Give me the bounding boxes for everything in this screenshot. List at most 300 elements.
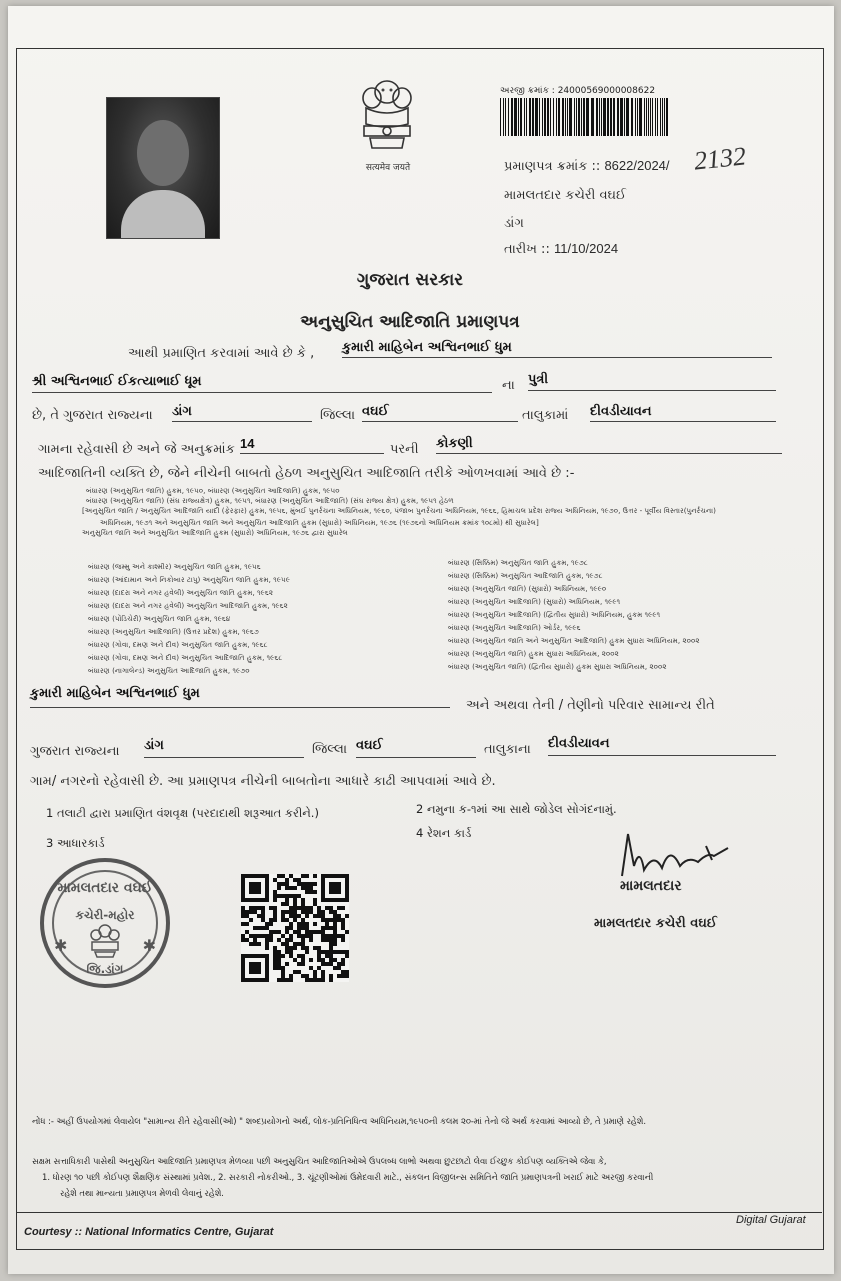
qr-cell bbox=[321, 926, 325, 930]
qr-cell bbox=[321, 934, 325, 938]
order-left-item: બંધારણ (પોંડિચેરી) અનુસુચિત જાતિ હુકમ, ૧૯૬૪ bbox=[88, 614, 231, 623]
qr-cell bbox=[281, 934, 285, 938]
qr-cell bbox=[241, 922, 245, 926]
document-item: 4 રેશન કાર્ડ bbox=[416, 826, 472, 840]
order-line: [અનુસુચિત જાતિ / અનુસુચિત આદિજાતિ યાદી (ફેરફાર) હુકમ, ૧૯૫૬, મુંબઈ પુનર્રચના અધિનિયમ, ૧૯૬૦, પંજાબ પુનર્રચના અધિનિયમ, ૧૯૬૬, હિમાચલ પ્રદેશ રાજ્ય અધિનિયમ, ૧૯૭૦, ઉત્તર - પૂર્વીય વિસ્તાર(પુનર્રચના) bbox=[82, 506, 716, 515]
certificate-number: 8622/2024/ bbox=[604, 158, 670, 173]
qr-cell bbox=[301, 910, 305, 914]
certificate-title: અનુસુચિત આદિજાતિ પ્રમાણપત્ર bbox=[300, 312, 520, 332]
qr-cell bbox=[297, 914, 301, 918]
order-left-item: બંધારણ (ગોવા, દમણ અને દીવ) અનુસુચિત આદિજાતિ હુકમ, ૧૯૬૮ bbox=[88, 653, 283, 662]
relation-value: પુત્રી bbox=[528, 372, 776, 391]
certificate-number-label: પ્રમાણપત્ર ક્રમાંક :: bbox=[504, 159, 601, 174]
qr-cell bbox=[301, 958, 305, 962]
qr-cell bbox=[301, 926, 305, 930]
qr-cell bbox=[313, 890, 317, 894]
order-right-item: બંધારણ (અનુસુચિત જાતિ અને અનુસુચિત આદિજાતિ) હુકમ સુધારા અધિનિયમ, ૨૦૦૨ bbox=[448, 636, 700, 645]
qr-cell bbox=[309, 938, 313, 942]
barcode-bar bbox=[553, 98, 554, 136]
qr-cell bbox=[289, 938, 293, 942]
qr-cell bbox=[333, 910, 337, 914]
qr-cell bbox=[273, 954, 277, 958]
qr-cell bbox=[281, 902, 285, 906]
barcode-bar bbox=[635, 98, 636, 136]
qr-cell bbox=[325, 954, 329, 958]
qr-cell bbox=[305, 882, 309, 886]
qr-cell bbox=[309, 906, 313, 910]
qr-cell bbox=[325, 918, 329, 922]
qr-cell bbox=[325, 922, 329, 926]
qr-cell bbox=[257, 914, 261, 918]
qr-cell bbox=[305, 914, 309, 918]
qr-cell bbox=[337, 918, 341, 922]
qr-cell bbox=[285, 950, 289, 954]
qr-cell bbox=[285, 942, 289, 946]
qr-cell bbox=[277, 938, 281, 942]
qr-cell bbox=[329, 950, 333, 954]
qr-cell bbox=[345, 914, 349, 918]
barcode-bar bbox=[646, 98, 647, 136]
qr-cell bbox=[253, 906, 257, 910]
barcode-bar bbox=[648, 98, 649, 136]
qr-cell bbox=[273, 918, 277, 922]
barcode-bar bbox=[520, 98, 522, 136]
date-row bbox=[504, 241, 618, 257]
application-number: અરજી ક્રમાંક : 24000569000008622 bbox=[500, 86, 656, 96]
qr-cell bbox=[297, 970, 301, 974]
barcode-bar bbox=[655, 98, 656, 136]
barcode-bar bbox=[599, 98, 600, 136]
qr-cell bbox=[273, 958, 277, 962]
barcode-bar bbox=[578, 98, 580, 136]
barcode-bar bbox=[583, 98, 585, 136]
qr-cell bbox=[285, 882, 289, 886]
qr-cell bbox=[297, 930, 301, 934]
barcode-bar bbox=[650, 98, 651, 136]
qr-cell bbox=[273, 898, 277, 902]
qr-cell bbox=[317, 966, 321, 970]
qr-cell bbox=[249, 882, 261, 894]
qr-cell bbox=[317, 906, 321, 910]
qr-cell bbox=[305, 934, 309, 938]
qr-cell bbox=[301, 906, 305, 910]
qr-cell bbox=[309, 934, 313, 938]
qr-cell bbox=[305, 926, 309, 930]
qr-cell bbox=[333, 930, 337, 934]
qr-cell bbox=[305, 950, 309, 954]
qr-cell bbox=[309, 930, 313, 934]
qr-cell bbox=[337, 974, 341, 978]
qr-cell bbox=[277, 874, 281, 878]
qr-cell bbox=[337, 950, 341, 954]
barcode-bar bbox=[514, 98, 517, 136]
qr-cell bbox=[265, 946, 269, 950]
order-right-item: બંધારણ (અનુસુચિત આદિજાતિ) ઓર્ડર, ૧૯૯૬ bbox=[448, 623, 581, 632]
qr-cell bbox=[313, 914, 317, 918]
qr-cell bbox=[277, 886, 281, 890]
village-value: દીવડીયાવન bbox=[590, 404, 776, 422]
qr-cell bbox=[329, 906, 333, 910]
government-title: ગુજરાત સરકાર bbox=[356, 270, 464, 290]
qr-cell bbox=[285, 918, 289, 922]
qr-cell bbox=[325, 934, 329, 938]
qr-cell bbox=[333, 934, 337, 938]
qr-cell bbox=[293, 894, 297, 898]
qr-cell bbox=[321, 938, 325, 942]
seal-star-icon: ✱ bbox=[142, 936, 156, 955]
resident-label: ગામના રહેવાસી છે અને જે અનુક્રમાંક bbox=[38, 442, 235, 457]
qr-cell bbox=[341, 926, 345, 930]
qr-cell bbox=[285, 898, 289, 902]
qr-cell bbox=[293, 930, 297, 934]
qr-cell bbox=[305, 910, 309, 914]
taluka-value: વઘઈ bbox=[362, 404, 518, 422]
qr-cell bbox=[249, 962, 261, 974]
qr-cell bbox=[257, 942, 261, 946]
qr-cell bbox=[321, 974, 325, 978]
barcode-bar bbox=[617, 98, 619, 136]
barcode-bar bbox=[547, 98, 549, 136]
qr-cell bbox=[281, 914, 285, 918]
qr-cell bbox=[345, 930, 349, 934]
order-right-item: બંધારણ (સિક્કિમ) અનુસુચિત જાતિ હુકમ, ૧૯૭૮ bbox=[448, 558, 588, 567]
qr-cell bbox=[313, 898, 317, 902]
qr-cell bbox=[305, 890, 309, 894]
barcode-bar bbox=[613, 98, 615, 136]
qr-cell bbox=[305, 946, 309, 950]
qr-cell bbox=[261, 906, 265, 910]
qr-cell bbox=[289, 874, 293, 878]
order-left-item: બંધારણ (દાદરા અને નગર હવેલી) અનુસુચિત આદિજાતિ હુકમ, ૧૯૬૨ bbox=[88, 601, 288, 610]
orders-block bbox=[82, 486, 806, 538]
seal-emblem-icon bbox=[86, 922, 124, 958]
barcode-bar bbox=[631, 98, 633, 136]
qr-cell bbox=[309, 882, 313, 886]
qr-cell bbox=[241, 938, 245, 942]
qr-cell bbox=[253, 910, 257, 914]
qr-cell bbox=[301, 974, 305, 978]
qr-cell bbox=[289, 922, 293, 926]
signatory-office: મામલતદાર કચેરી વઘઈ bbox=[594, 916, 717, 931]
barcode-bar bbox=[562, 98, 564, 136]
qr-cell bbox=[341, 938, 345, 942]
qr-cell bbox=[297, 962, 301, 966]
qr-cell bbox=[337, 966, 341, 970]
qr-cell bbox=[253, 934, 257, 938]
qr-cell bbox=[329, 942, 333, 946]
digital-gujarat-brand: Digital Gujarat bbox=[736, 1214, 806, 1226]
qr-cell bbox=[301, 874, 305, 878]
qr-cell bbox=[285, 926, 289, 930]
qr-cell bbox=[341, 934, 345, 938]
qr-cell bbox=[301, 882, 305, 886]
qr-cell bbox=[273, 910, 277, 914]
qr-cell bbox=[309, 958, 313, 962]
qr-cell bbox=[253, 938, 257, 942]
order-right-item: બંધારણ (સિક્કિમ) અનુસુચિત આદિજાતિ હુકમ, ૧૯૭૮ bbox=[448, 571, 603, 580]
qr-cell bbox=[257, 926, 261, 930]
qr-cell bbox=[289, 906, 293, 910]
note-3: 1. ધોરણ ૧૦ પછી કોઈપણ શૈક્ષણિક સંસ્થામાં પ્રવેશ., 2. સરકારી નોકરીઓ., 3. ચૂંટણીઓમાં ઉમેદવારી માટે., સંકલન વિજીલન્સ સમિતિને જાતિ પ્રમાણપત્રની ખરાઈ માટે અરજી કરવાની bbox=[42, 1172, 654, 1182]
barcode-bar bbox=[574, 98, 575, 136]
qr-cell bbox=[265, 934, 269, 938]
order-line: અનુસુચિત જાતિ અને અનુસુચિત આદિજાતિ હુકમ (સુધારો) અધિનિયમ, ૧૯૭૬ દ્વારા સુધારેલ bbox=[82, 528, 348, 537]
qr-cell bbox=[321, 930, 325, 934]
qr-cell bbox=[345, 974, 349, 978]
qr-cell bbox=[241, 914, 245, 918]
qr-cell bbox=[341, 962, 345, 966]
barcode-bar bbox=[558, 98, 560, 136]
qr-cell bbox=[313, 930, 317, 934]
qr-cell bbox=[329, 938, 333, 942]
qr-cell bbox=[249, 934, 253, 938]
qr-cell bbox=[277, 954, 281, 958]
barcode-bar bbox=[603, 98, 606, 136]
order-line: અધિનિયમ, ૧૯૭૧ અને અનુસુચિત જાતિ અને અનુસુચિત આદિજાતિ હુકમ (સુધારો) અધિનિયમ, ૧૯૭૬ (૧૯૭૬નો અધિનિયમ ક્રમાંક ૧૦૮મો) થી સુધારેલ] bbox=[100, 518, 539, 527]
qr-cell bbox=[261, 914, 265, 918]
orders-left-column bbox=[88, 562, 428, 679]
qr-cell bbox=[273, 946, 277, 950]
qr-cell bbox=[317, 946, 321, 950]
qr-cell bbox=[265, 942, 269, 946]
qr-cell bbox=[253, 942, 257, 946]
family-district-value: ડાંગ bbox=[144, 738, 304, 758]
qr-cell bbox=[293, 878, 297, 882]
qr-cell bbox=[293, 898, 297, 902]
qr-cell bbox=[313, 922, 317, 926]
qr-cell bbox=[325, 950, 329, 954]
certificate-number-row bbox=[504, 158, 670, 174]
qr-cell bbox=[309, 890, 313, 894]
qr-cell bbox=[257, 906, 261, 910]
qr-cell bbox=[317, 930, 321, 934]
qr-cell bbox=[293, 902, 297, 906]
qr-cell bbox=[305, 906, 309, 910]
qr-cell bbox=[269, 938, 273, 942]
barcode-bar bbox=[529, 98, 531, 136]
order-right-item: બંધારણ (અનુસુચિત આદિજાતિ) (સુધારો) અધિનિયમ, ૧૯૯૧ bbox=[448, 597, 621, 606]
qr-cell bbox=[261, 926, 265, 930]
barcode-bar bbox=[601, 98, 602, 136]
qr-cell bbox=[281, 974, 285, 978]
qr-cell bbox=[273, 914, 277, 918]
qr-cell bbox=[277, 894, 281, 898]
qr-cell bbox=[297, 906, 301, 910]
order-left-item: બંધારણ (નાગાલેન્ડ) અનુસુચિત આદિજાતિ હુકમ, ૧૯૭૦ bbox=[88, 666, 250, 675]
qr-cell bbox=[329, 926, 333, 930]
qr-cell bbox=[333, 914, 337, 918]
handwritten-number: 2132 bbox=[692, 141, 748, 176]
qr-cell bbox=[341, 906, 345, 910]
qr-cell bbox=[297, 878, 301, 882]
qr-cell bbox=[273, 962, 277, 966]
qr-cell bbox=[345, 950, 349, 954]
qr-cell bbox=[333, 966, 337, 970]
order-right-item: બંધારણ (અનુસુચિત જાતિ) (સુધારો) અધિનિયમ, ૧૯૯૦ bbox=[448, 584, 607, 593]
note-1: નોંધ :- અહીં ઉપયોગમાં લેવાયેલ "સામાન્ય રીતે રહેવાસી(ઓ) " શબ્દપ્રયોગનો અર્થ, લોક-પ્રતિનિધિત્વ અધિનિયમ,૧૯૫૦ની કલમ ૨૦-માં તેનો જે અર્થ કરવામાં આવ્યો છે, તે પ્રમાણે રહેશે. bbox=[32, 1116, 647, 1126]
seal-star-icon: ✱ bbox=[54, 936, 68, 955]
qr-cell bbox=[301, 902, 305, 906]
barcode-bar bbox=[639, 98, 642, 136]
qr-cell bbox=[313, 970, 317, 974]
barcode-bar bbox=[660, 98, 661, 136]
qr-cell bbox=[321, 962, 325, 966]
qr-cell bbox=[301, 886, 305, 890]
note-4: રહેશે તથા માન્યતા પ્રમાણપત્ર મેળવી લેવાનું રહેશે. bbox=[60, 1188, 224, 1198]
qr-cell bbox=[245, 930, 249, 934]
document-item: 2 નમુના ક-૧માં આ સાથે જોડેલ સોગંદનામું. bbox=[416, 802, 617, 816]
parent-name: શ્રી અશ્વિનભાઈ ઈકત્યાભાઈ ધૂમ bbox=[32, 374, 492, 393]
qr-cell bbox=[289, 894, 293, 898]
barcode-bar bbox=[626, 98, 629, 136]
qr-cell bbox=[269, 922, 273, 926]
barcode-bar bbox=[637, 98, 638, 136]
qr-cell bbox=[345, 970, 349, 974]
qr-cell bbox=[321, 958, 325, 962]
order-line: બંધારણ (અનુસુચિત જાતિ) હુકમ, ૧૯૫૦, બંધારણ (અનુસુચિત આદિજાતિ) હુકમ, ૧૯૫૦ bbox=[86, 486, 340, 495]
qr-cell bbox=[289, 934, 293, 938]
qr-cell bbox=[249, 906, 253, 910]
barcode-bar bbox=[505, 98, 506, 136]
qr-cell bbox=[309, 886, 313, 890]
qr-cell bbox=[341, 970, 345, 974]
qr-cell bbox=[297, 942, 301, 946]
qr-cell bbox=[265, 922, 269, 926]
qr-cell bbox=[301, 962, 305, 966]
qr-cell bbox=[269, 906, 273, 910]
barcode-bar bbox=[657, 98, 658, 136]
barcode-bar bbox=[652, 98, 653, 136]
barcode-bar bbox=[581, 98, 582, 136]
qr-cell bbox=[309, 910, 313, 914]
qr-cell bbox=[333, 942, 337, 946]
qr-cell bbox=[325, 938, 329, 942]
note-2: સક્ષમ સત્તાધિકારી પાસેથી અનુસુચિત આદિજાતિ પ્રમાણપત્ર મેળવ્યા પછી અનુસુચિત આદિજાતિઓએ ઉપલબ્ધ લાભો અથવા છુટછાટો લેવા ઈચ્છુક કોઈપણ વ્યક્તિએ જેવા કે, bbox=[32, 1156, 607, 1166]
order-left-item: બંધારણ (દાદરા અને નગર હવેલી) અનુસુચિત જાતિ હુકમ, ૧૯૬૨ bbox=[88, 588, 274, 597]
barcode-bar bbox=[518, 98, 519, 136]
order-right-item: બંધારણ (અનુસુચિત આદિજાતિ) (દ્વિતીય સુધારો) અધિનિયમ, હુકમ ૧૯૯૧ bbox=[448, 610, 661, 619]
qr-cell bbox=[333, 926, 337, 930]
barcode-bar bbox=[532, 98, 534, 136]
courtesy-text: Courtesy :: National Informatics Centre, Gujarat bbox=[24, 1226, 274, 1238]
family-village-value: દીવડીયાવન bbox=[548, 736, 776, 756]
qr-cell bbox=[329, 958, 333, 962]
qr-cell bbox=[309, 978, 313, 982]
qr-cell bbox=[281, 894, 285, 898]
qr-cell bbox=[305, 922, 309, 926]
qr-cell bbox=[305, 930, 309, 934]
barcode-bar bbox=[596, 98, 598, 136]
qr-cell bbox=[265, 938, 269, 942]
seal-top-text: મામલતદાર વઘઈ bbox=[57, 880, 153, 896]
qr-cell bbox=[289, 914, 293, 918]
barcode-bar bbox=[644, 98, 645, 136]
qr-cell bbox=[281, 966, 285, 970]
qr-cell bbox=[289, 886, 293, 890]
qr-cell bbox=[285, 930, 289, 934]
qr-cell bbox=[301, 946, 305, 950]
qr-cell bbox=[313, 978, 317, 982]
qr-cell bbox=[341, 958, 345, 962]
qr-cell bbox=[293, 958, 297, 962]
barcode-bar bbox=[569, 98, 572, 136]
qr-cell bbox=[241, 910, 245, 914]
qr-cell bbox=[333, 938, 337, 942]
barcode-bar bbox=[591, 98, 594, 136]
barcode-bar bbox=[607, 98, 609, 136]
qr-cell bbox=[329, 946, 333, 950]
order-left-item: બંધારણ (અનુસુચિત આદિજાતિ) (ઉત્તર પ્રદેશ) હુકમ, ૧૯૬૭ bbox=[88, 627, 259, 636]
qr-cell bbox=[285, 962, 289, 966]
qr-cell bbox=[285, 910, 289, 914]
qr-cell bbox=[297, 934, 301, 938]
certify-label: આથી પ્રમાણિત કરવામાં આવે છે કે , bbox=[128, 346, 315, 361]
tribe-sentence: આદિજાતિની વ્યક્તિ છે, જેને નીચેની બાબતો હેઠળ અનુસુચિત આદિજાતિ તરીકે ઓળખવામાં આવે છે :- bbox=[38, 466, 575, 481]
date-label: તારીખ :: bbox=[504, 242, 550, 257]
qr-cell bbox=[289, 978, 293, 982]
office-district: ડાંગ bbox=[504, 216, 524, 231]
seal-bottom-text: જિ.ડાંગ bbox=[86, 962, 124, 976]
orders-right-column bbox=[448, 558, 788, 675]
qr-cell bbox=[317, 954, 321, 958]
qr-cell bbox=[297, 954, 301, 958]
qr-cell bbox=[305, 974, 309, 978]
barcode-bar bbox=[567, 98, 568, 136]
qr-cell bbox=[329, 910, 333, 914]
qr-cell bbox=[261, 910, 265, 914]
qr-cell bbox=[337, 914, 341, 918]
qr-cell bbox=[301, 954, 305, 958]
qr-cell bbox=[337, 962, 341, 966]
qr-cell bbox=[293, 914, 297, 918]
barcode-bar bbox=[542, 98, 543, 136]
qr-cell bbox=[329, 918, 333, 922]
qr-cell bbox=[329, 954, 333, 958]
serial-number: 14 bbox=[240, 436, 384, 454]
document-item: 1 તલાટી દ્વારા પ્રમાણિત વંશવૃક્ષ (પરદાદાથી શરૂઆત કરીને.) bbox=[46, 806, 319, 820]
qr-cell bbox=[269, 918, 273, 922]
qr-cell bbox=[249, 942, 253, 946]
qr-cell bbox=[281, 874, 285, 878]
qr-cell bbox=[289, 946, 293, 950]
qr-cell bbox=[321, 970, 325, 974]
qr-cell bbox=[281, 942, 285, 946]
applicant-photo bbox=[106, 97, 220, 239]
barcode-bar bbox=[610, 98, 612, 136]
qr-cell bbox=[321, 918, 325, 922]
qr-cell bbox=[277, 962, 281, 966]
qr-cell bbox=[297, 922, 301, 926]
barcode-bar bbox=[556, 98, 557, 136]
upon-label: પરની bbox=[390, 442, 419, 457]
qr-cell bbox=[281, 910, 285, 914]
qr-cell bbox=[289, 950, 293, 954]
signature bbox=[610, 826, 740, 886]
qr-cell bbox=[273, 906, 277, 910]
qr-cell bbox=[273, 894, 277, 898]
qr-cell bbox=[257, 934, 261, 938]
qr-cell bbox=[293, 946, 297, 950]
district-value: ડાંગ bbox=[172, 404, 312, 422]
family-label: અને અથવા તેની / તેણીનો પરિવાર સામાન્ય રીતે bbox=[466, 698, 715, 713]
barcode-bar bbox=[620, 98, 623, 136]
qr-cell bbox=[277, 958, 281, 962]
qr-cell bbox=[241, 906, 245, 910]
qr-cell bbox=[289, 954, 293, 958]
barcode-bar bbox=[586, 98, 589, 136]
qr-cell bbox=[273, 930, 277, 934]
qr-cell bbox=[301, 942, 305, 946]
